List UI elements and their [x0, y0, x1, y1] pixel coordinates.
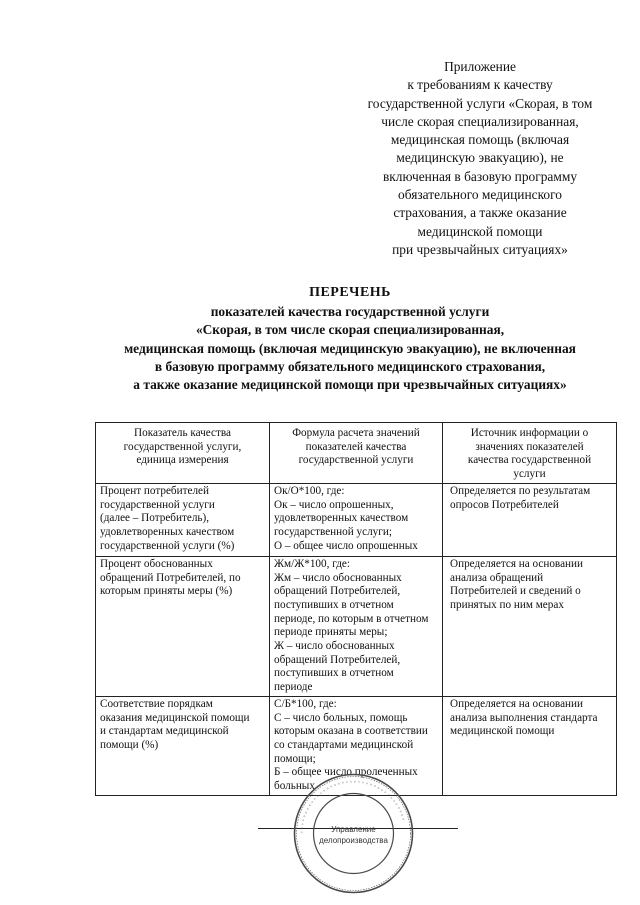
cell-line: которым приняты меры (%) [100, 585, 233, 598]
cell-line: анализа выполнения стандарта [450, 711, 598, 724]
header-line: показателей качества [305, 440, 407, 453]
cell-line: помощи; [274, 752, 316, 765]
cell-line: О – общее число опрошенных [274, 539, 418, 552]
header-line: качества государственной [467, 454, 592, 467]
appendix-line: медицинской помощи [417, 223, 543, 239]
appendix-line: к требованиям к качеству [407, 77, 553, 93]
cell-line: медицинской помощи [450, 725, 555, 738]
cell-line: (далее – Потребитель), [100, 512, 210, 525]
cell-line: С/Б*100, где: [274, 697, 337, 710]
cell-line: удовлетворенных качеством [100, 525, 235, 538]
cell-line: Процент потребителей [100, 484, 209, 497]
cell-line: обращений Потребителей, [274, 653, 401, 666]
title-line: в базовую программу обязательного медицинского страхования, [154, 358, 546, 374]
cell-source [443, 483, 617, 556]
stamp-label-bottom: делопроизводства [319, 836, 388, 845]
cell-line: принятых по ним мерах [450, 598, 564, 611]
cell-line: опросов Потребителей [450, 498, 559, 511]
header-line: государственной услуги [298, 454, 414, 467]
cell-line: и стандартам медицинской [100, 725, 229, 738]
cell-indicator [96, 696, 270, 795]
cell-line: Ок – число опрошенных, [274, 498, 394, 511]
cell-line: периоде, по которым в отчетном [274, 612, 429, 625]
appendix-line: обязательного медицинского [398, 187, 562, 203]
cell-indicator [96, 483, 270, 556]
header-line: значениях показателей [475, 440, 584, 453]
official-stamp [292, 772, 415, 895]
cell-line: анализа обращений [450, 571, 544, 584]
cell-line: Ж – число обоснованных [274, 640, 395, 653]
cell-line: Ок/О*100, где: [274, 484, 345, 497]
cell-line: государственной услуги; [274, 525, 392, 538]
indicators-table [95, 422, 617, 796]
cell-line: периоде [274, 681, 313, 694]
appendix-header [330, 58, 630, 259]
cell-line: помощи (%) [100, 738, 159, 751]
cell-line: С – число больных, помощь [274, 711, 408, 724]
header-line: Источник информации о [470, 427, 589, 439]
cell-line: обращений Потребителей, по [100, 571, 241, 584]
header-line: Показатель качества [134, 427, 231, 439]
stamp-label-top: Управление [331, 825, 376, 834]
cell-line: которым оказана в соответствии [274, 725, 428, 738]
cell-line: поступивших в отчетном [274, 598, 394, 611]
title-line: «Скорая, в том числе скорая специализированная, [195, 322, 505, 338]
cell-line: периоде приняты меры; [274, 626, 388, 639]
stamp-circular-text: ◦ ◦ ◦ ◦ ◦ ◦ ◦ ◦ ◦ ◦ ◦ ◦ ◦ ◦ ◦ ◦ ◦ ◦ ◦ ◦ ◦ ◦ ◦ ◦ ◦ ◦ ◦ ◦ ◦ ◦ ◦ ◦ ◦ ◦ ◦ ◦ ◦ [298, 778, 407, 834]
cell-line: удовлетворенных качеством [274, 512, 409, 525]
appendix-line: Приложение [444, 59, 516, 74]
appendix-line: при чрезвычайных ситуациях» [392, 241, 568, 257]
cell-line: больных [274, 780, 315, 793]
table-header-row [96, 423, 617, 484]
appendix-line: страхования, а также оказание [393, 205, 567, 221]
appendix-line: включенная в базовую программу [382, 168, 578, 184]
cell-line: государственной услуги (%) [100, 539, 235, 552]
cell-line: Жм/Ж*100, где: [274, 557, 351, 570]
appendix-line: медицинская помощь (включая [390, 132, 570, 148]
title-line: а также оказание медицинской помощи при чрезвычайных ситуациях» [133, 377, 567, 393]
header-line: Формула расчета значений [292, 427, 420, 439]
appendix-line: медицинскую эвакуацию), не [396, 150, 564, 166]
header-line: государственной услуги, [123, 440, 242, 453]
cell-line: оказания медицинской помощи [100, 711, 250, 724]
cell-line: Потребителей и сведений о [450, 585, 581, 598]
cell-line: Определяется на основании [450, 557, 583, 570]
table-row [96, 556, 617, 696]
appendix-line: числе скорая специализированная, [381, 113, 579, 129]
cell-line: поступивших в отчетном [274, 667, 394, 680]
cell-line: Соответствие порядкам [100, 697, 213, 710]
header-line: единица измерения [136, 454, 229, 467]
header-indicator [96, 423, 270, 484]
cell-line: Жм – число обоснованных [274, 571, 402, 584]
appendix-line: государственной услуги «Скорая, в том [367, 95, 593, 111]
cell-line: Определяется по результатам [450, 484, 591, 497]
cell-line: со стандартами медицинской [274, 738, 414, 751]
cell-source [443, 696, 617, 795]
table-row [96, 483, 617, 556]
cell-line: государственной услуги [100, 498, 215, 511]
cell-line: Процент обоснованных [100, 557, 213, 570]
cell-indicator [96, 556, 270, 696]
header-source [443, 423, 617, 484]
header-formula [270, 423, 443, 484]
cell-line: Б – общее число пролеченных [274, 766, 418, 779]
title-subtitle [60, 303, 640, 394]
cell-line: обращений Потребителей, [274, 585, 401, 598]
cell-source [443, 556, 617, 696]
title-line: показателей качества государственной услуги [210, 304, 490, 320]
title-line: медицинская помощь (включая медицинскую эвакуацию), не включенная [124, 340, 576, 356]
cell-formula [270, 556, 443, 696]
cell-formula [270, 483, 443, 556]
document-title [60, 284, 640, 394]
header-line: услуги [513, 468, 546, 481]
title-heading: ПЕРЕЧЕНЬ [309, 285, 391, 300]
cell-line: Определяется на основании [450, 697, 583, 710]
